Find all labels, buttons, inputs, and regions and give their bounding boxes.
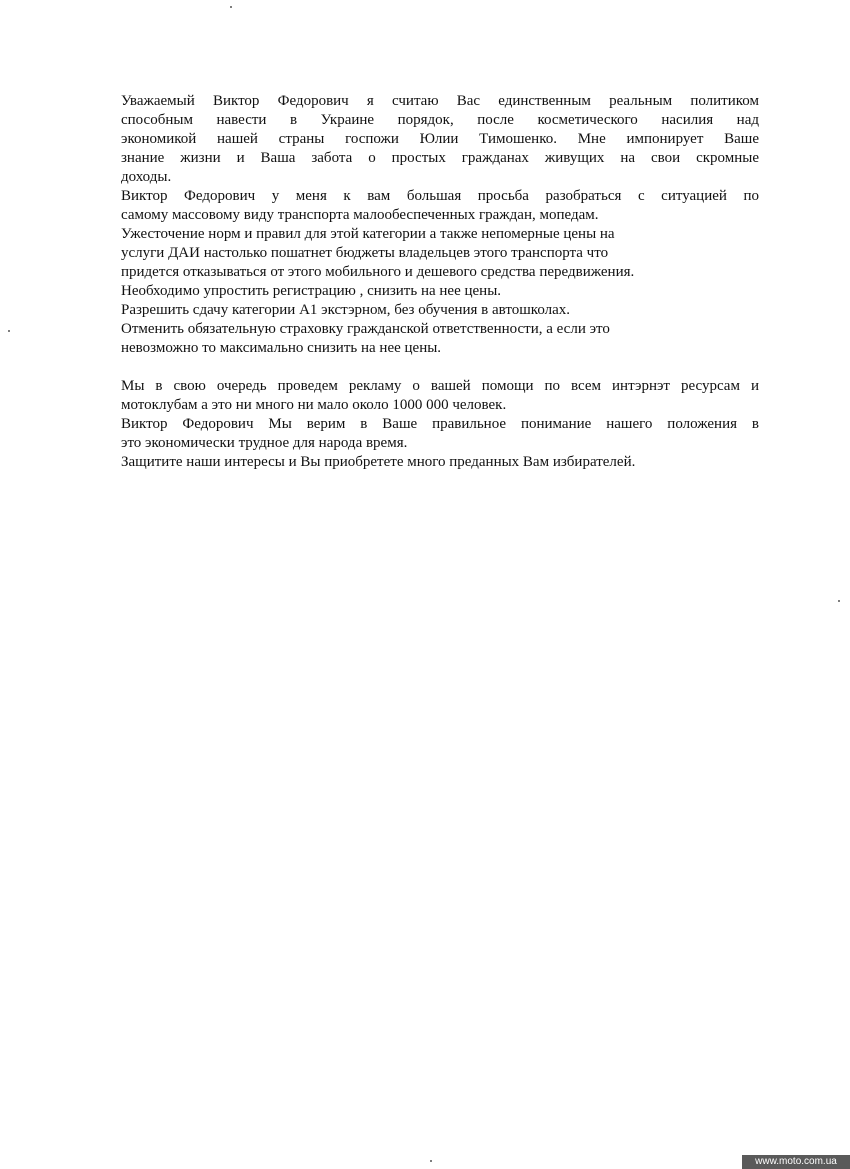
scan-speck <box>230 6 232 8</box>
letter-line: Виктор Федорович Мы верим в Ваше правильное понимание нашего положения в <box>121 416 759 432</box>
scan-speck <box>430 1160 432 1162</box>
letter-line: Мы в свою очередь проведем рекламу о вашей помощи по всем интэрнэт ресурсам и <box>121 378 759 394</box>
site-watermark: www.moto.com.ua <box>742 1155 850 1169</box>
paragraph-gap <box>121 358 761 377</box>
letter-line: Ужесточение норм и правил для этой категории а также непомерные цены на <box>121 226 615 242</box>
letter-line: мотоклубам а это ни много ни мало около 1000 000 человек. <box>121 397 507 413</box>
letter-line: это экономически трудное для народа время. <box>121 435 408 451</box>
letter-line: Виктор Федорович у меня к вам большая просьба разобраться с ситуацией по <box>121 188 759 204</box>
letter-line: Отменить обязательную страховку гражданской ответственности, а если это <box>121 321 610 337</box>
letter-body <box>121 92 761 472</box>
letter-line: Уважаемый Виктор Федорович я считаю Вас единственным реальным политиком <box>121 93 759 109</box>
letter-line: знание жизни и Ваша забота о простых гражданах живущих на свои скромные <box>121 150 759 166</box>
letter-line: Защитите наши интересы и Вы приобретете много преданных Вам избирателей. <box>121 454 636 470</box>
letter-line: Необходимо упростить регистрацию , снизить на нее цены. <box>121 283 502 299</box>
scan-speck <box>838 600 840 602</box>
letter-line: способным навести в Украине порядок, после косметического насилия над <box>121 112 759 128</box>
letter-line: доходы. <box>121 169 172 185</box>
scan-speck <box>8 330 10 332</box>
letter-line: Разрешить сдачу категории А1 экстэрном, без обучения в автошколах. <box>121 302 571 318</box>
letter-line: придется отказываться от этого мобильного и дешевого средства передвижения. <box>121 264 635 280</box>
letter-line: услуги ДАИ настолько пошатнет бюджеты владельцев этого транспорта что <box>121 245 609 261</box>
letter-line: невозможно то максимально снизить на нее цены. <box>121 340 442 356</box>
letter-line: экономикой нашей страны госпожи Юлии Тимошенко. Мне импонирует Ваше <box>121 131 759 147</box>
letter-line: самому массовому виду транспорта малообеспеченных граждан, мопедам. <box>121 207 599 223</box>
